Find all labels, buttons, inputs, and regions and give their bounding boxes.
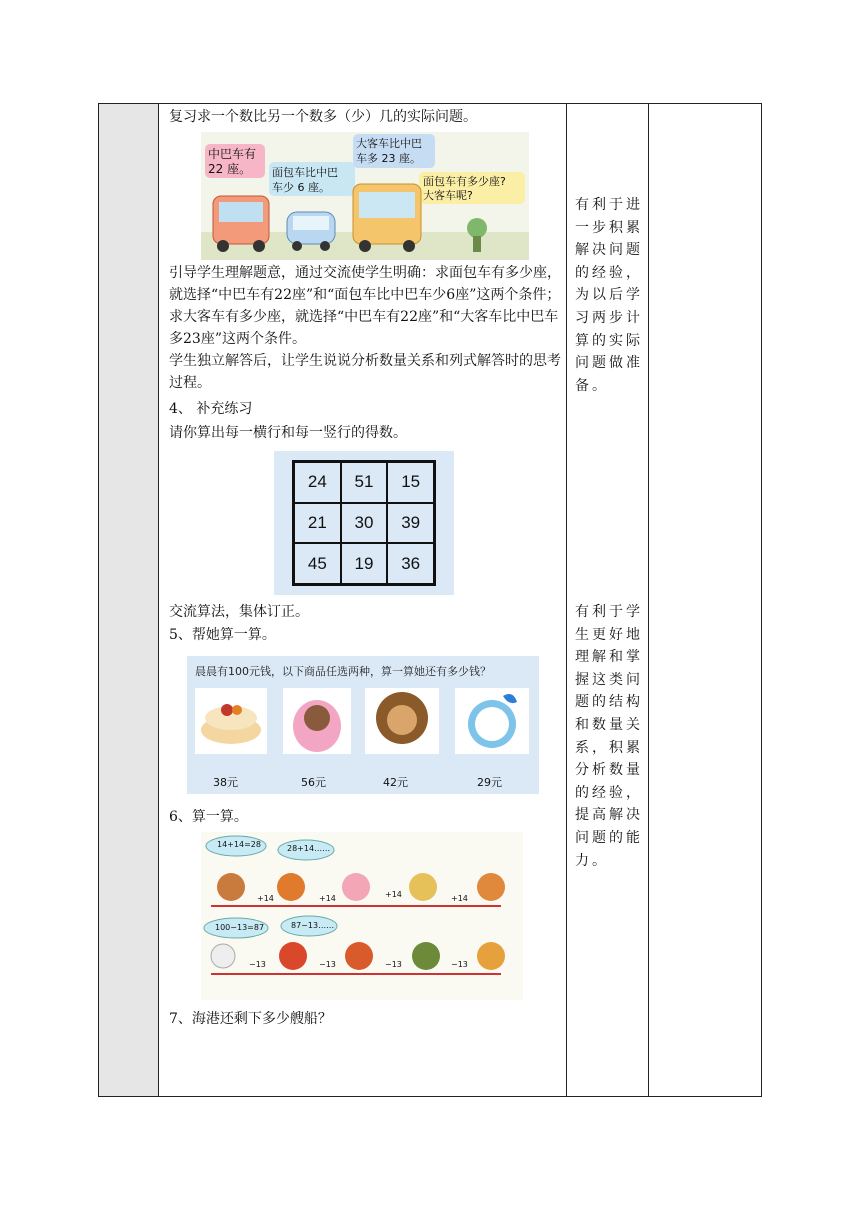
independent-text: 学生独立解答后，让学生说说分析数量关系和列式解答时的思考过程。 — [169, 353, 561, 391]
shop-items-illustration — [187, 686, 539, 766]
grid-cell: 51 — [341, 462, 388, 503]
note-2: 有利于学生更好地理解和掌握这类问题的结构和数量关系，积累分析数量的经验，提高解决问题的能力。 — [575, 604, 643, 869]
grid-cell: 39 — [387, 503, 434, 544]
price-lion: 42元 — [383, 776, 408, 789]
lesson-table — [98, 103, 762, 1097]
grid-cell: 36 — [387, 543, 434, 584]
bubble-mianbao: 面包车比中巴 车少 6 座。 — [272, 166, 338, 194]
animal-chain-illustration — [201, 832, 523, 1000]
price-cake: 38元 — [213, 776, 238, 789]
bottom-op-4: −13 — [451, 960, 468, 969]
bubble-zhongba: 中巴车有 22 座。 — [208, 147, 257, 176]
remarks-column — [649, 104, 761, 1096]
price-clock: 29元 — [477, 776, 502, 789]
bus-figure — [201, 132, 529, 260]
notes-column — [567, 104, 649, 1096]
section-4-heading: 4、 补充练习 — [169, 401, 253, 417]
top-op-1: +14 — [257, 894, 274, 903]
section-6-heading: 6、算一算。 — [169, 809, 248, 825]
grid-cell: 30 — [341, 503, 388, 544]
section-7-heading: 7、海港还剩下多少艘船？ — [169, 1011, 332, 1027]
bottom-bubble-1: 100−13=87 — [215, 923, 265, 932]
bottom-bubble-2: 87−13…… — [291, 921, 335, 930]
grid-cell: 19 — [341, 543, 388, 584]
grid-cell: 24 — [294, 462, 341, 503]
grid-cell: 45 — [294, 543, 341, 584]
bubble-dake: 大客车比中巴 车多 23 座。 — [356, 137, 422, 165]
top-bubble-1: 14+14=28 — [217, 840, 261, 849]
shop-figure — [187, 656, 539, 794]
chain-figure — [201, 832, 523, 1000]
bottom-op-1: −13 — [249, 960, 266, 969]
grid-cell: 21 — [294, 503, 341, 544]
bottom-op-3: −13 — [385, 960, 402, 969]
grid-instruction: 请你算出每一横行和每一竖行的得数。 — [169, 425, 407, 441]
grid-cell: 15 — [387, 462, 434, 503]
exchange-text: 交流算法，集体订正。 — [169, 604, 309, 620]
review-text: 复习求一个数比另一个数多（少）几的实际问题。 — [169, 109, 477, 125]
note-1: 有利于进一步积累解决问题的经验，为以后学习两步计算的实际问题做准备。 — [575, 197, 643, 394]
bottom-op-2: −13 — [319, 960, 336, 969]
top-op-3: +14 — [385, 890, 402, 899]
number-grid — [292, 460, 436, 586]
content-column — [159, 104, 567, 1096]
section-5-heading: 5、帮她算一算。 — [169, 627, 276, 643]
top-op-2: +14 — [319, 894, 336, 903]
number-grid-figure — [274, 451, 454, 595]
bubble-question: 面包车有多少座? 大客车呢? — [423, 175, 506, 202]
side-column — [99, 104, 159, 1096]
top-bubble-2: 28+14…… — [287, 844, 331, 853]
shop-prompt: 晨晨有100元钱，以下商品任选两种，算一算她还有多少钱？ — [195, 665, 491, 678]
price-bag: 56元 — [301, 776, 326, 789]
top-op-4: +14 — [451, 894, 468, 903]
guidance-text: 引导学生理解题意，通过交流使学生明确：求面包车有多少座，就选择“中巴车有22座”和“面包车比中巴车少6座”这两个条件；求大客车有多少座，就选择“中巴车有22座”和“大客车比中巴车多23座”这两个条件。 — [169, 265, 561, 347]
